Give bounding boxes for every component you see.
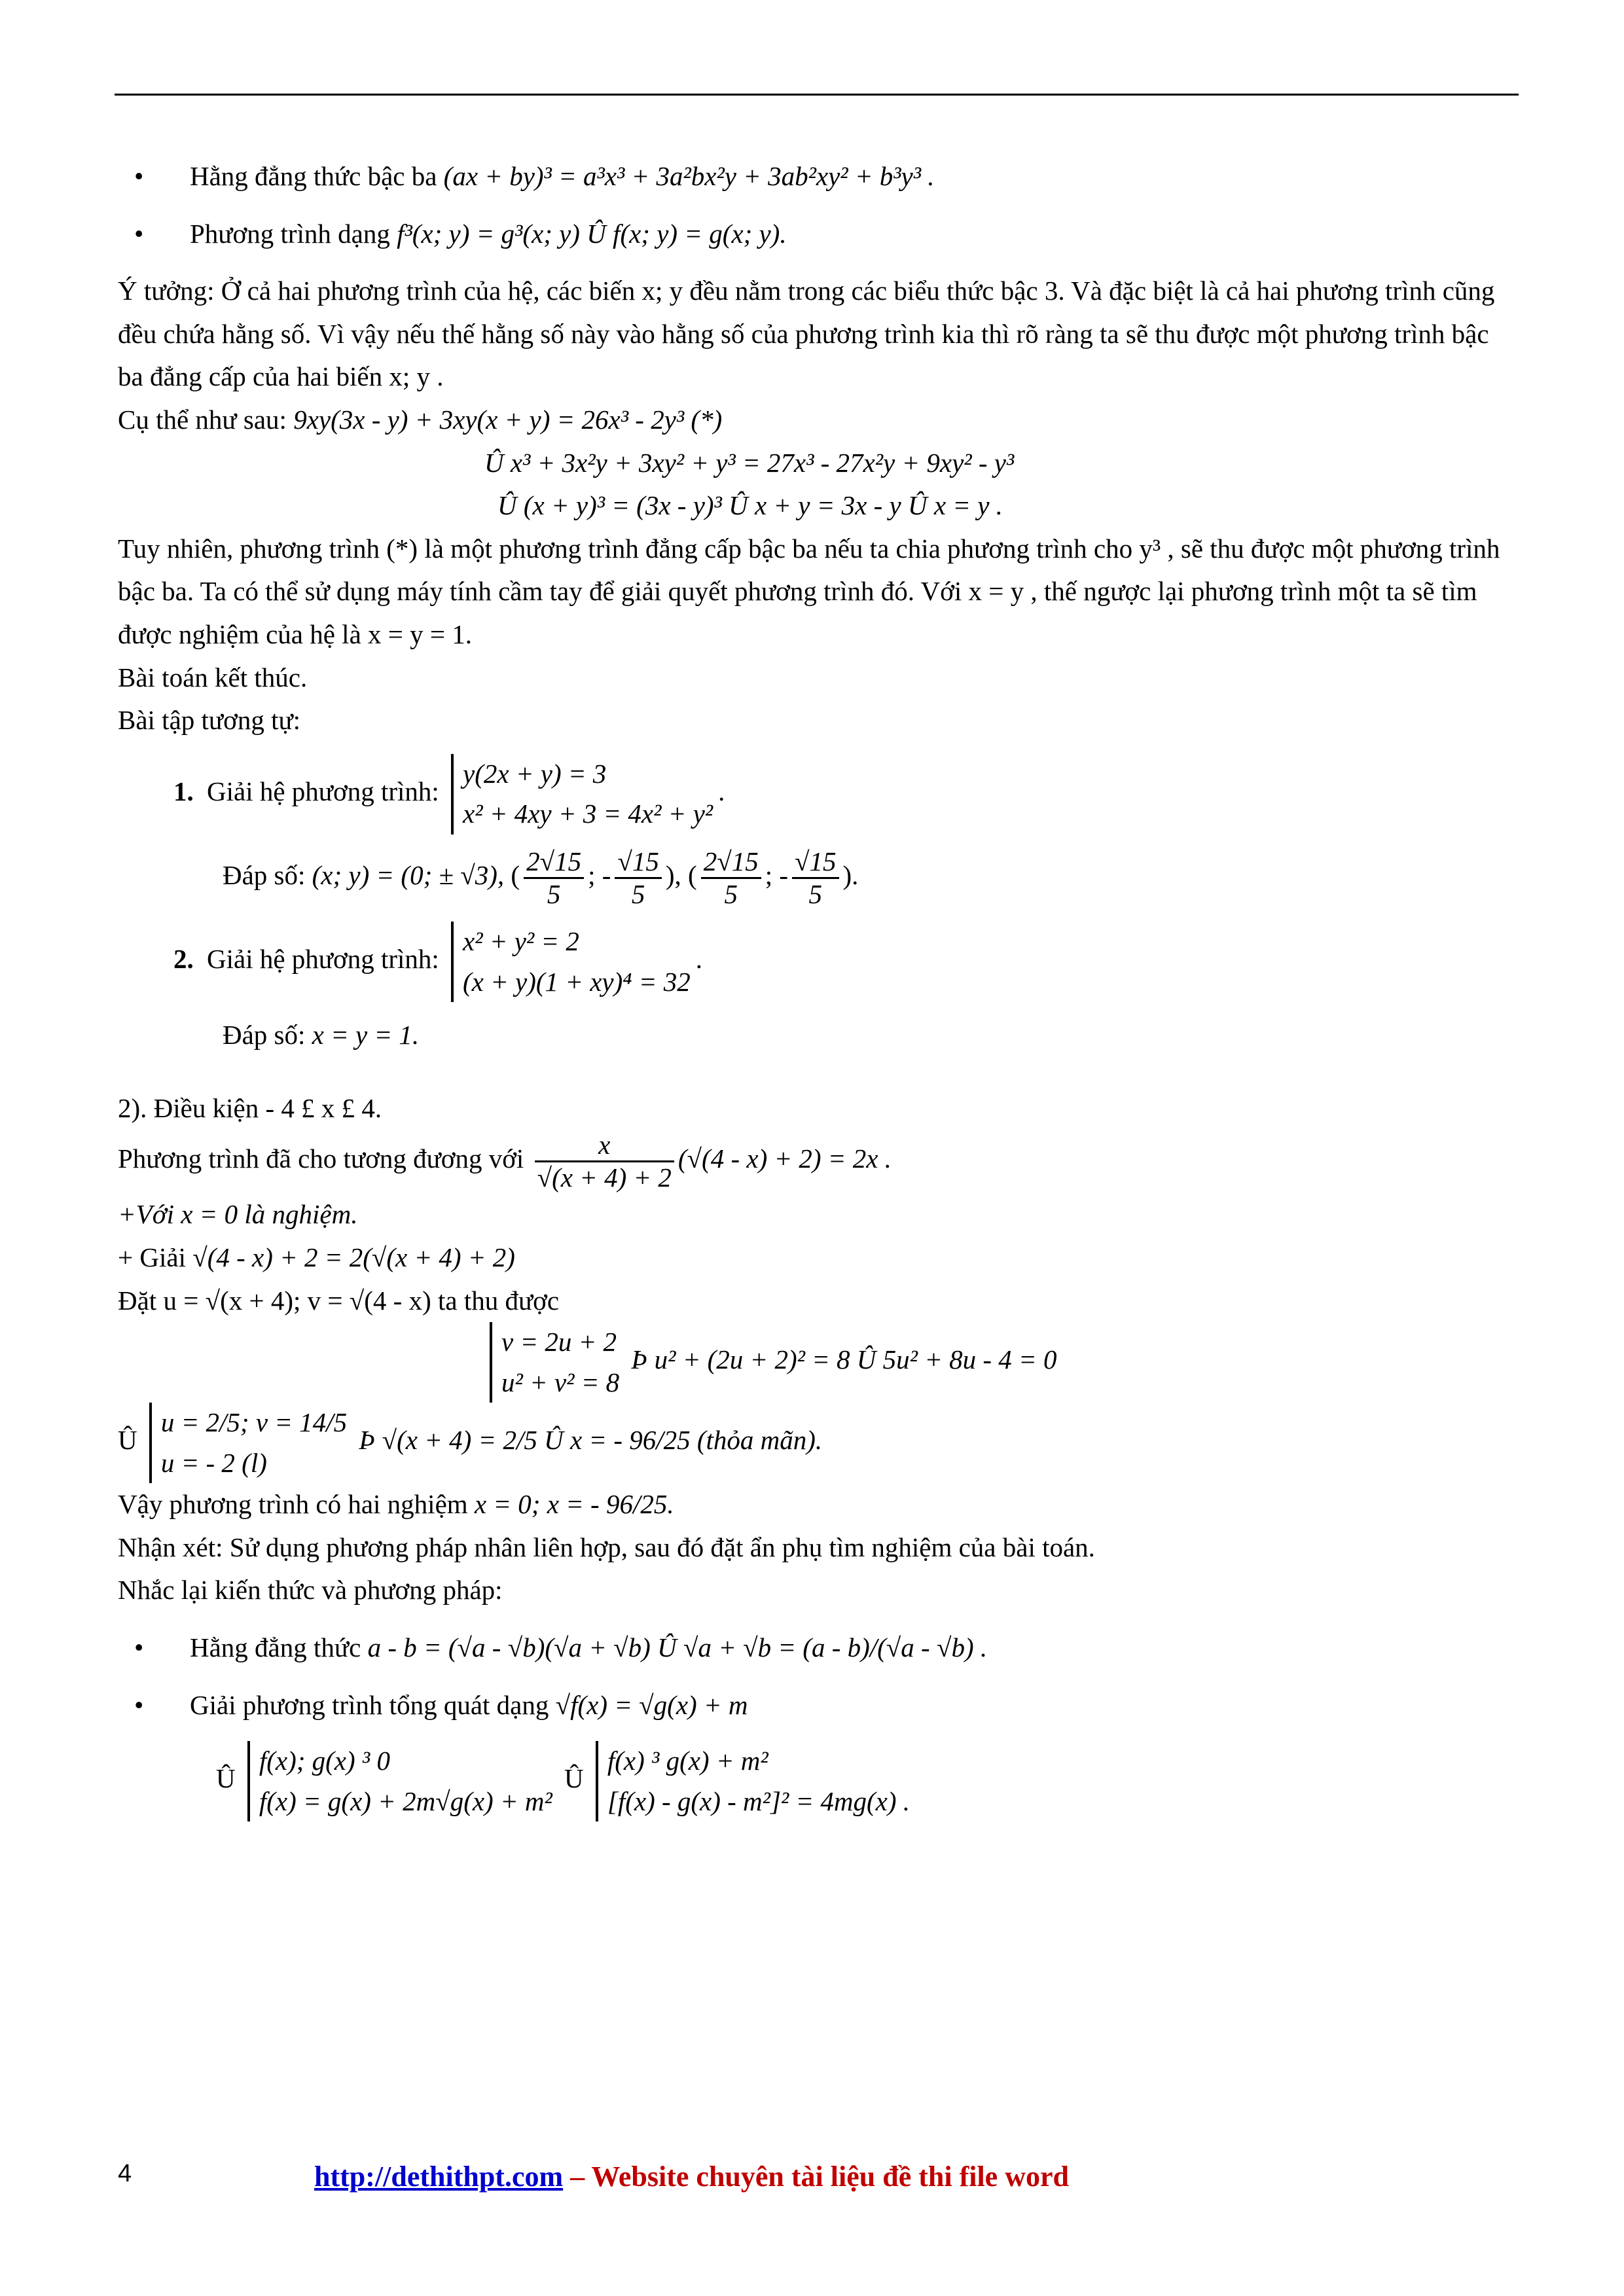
exercise-2: 2. Giải hệ phương trình: x² + y² = 2 (x + y)(1 + xy)⁴ = 32. (173, 922, 1519, 1002)
bullet-equation-form: • Phương trình dạng f³(x; y) = g³(x; y) Û f(x; y) = g(x; y). (134, 213, 1519, 256)
remark-line: Nhận xét: Sử dụng phương pháp nhân liên hợp, sau đó đặt ẩn phụ tìm nghiệm của bài toán. (118, 1532, 1095, 1562)
substitution-line: Đặt u = √(x + 4); v = √(4 - x) ta thu được (118, 1285, 560, 1316)
recall-line: Nhắc lại kiến thức và phương pháp: (118, 1575, 503, 1605)
bullet-general-equation: • Giải phương trình tổng quát dạng √f(x) = √g(x) + m (134, 1684, 1519, 1727)
page-number: 4 (118, 2160, 132, 2187)
formula: a - b = (√a - √b)(√a + √b) Û √a + √b = (a - b)/(√a - √b) . (367, 1632, 988, 1663)
however-paragraph: Tuy nhiên, phương trình (*) là một phương trình đẳng cấp bậc ba nếu ta chia phương trình cho y³ , sẽ thu được một phương trình bậc ba. Ta có thể sử dụng máy tính cầm tay để giải quyết phương trình đó. Với x = y , thế ngược lại phương trình một ta sẽ tìm được nghiệm của hệ là x = y = 1. (118, 533, 1500, 649)
exercise-1: 1. Giải hệ phương trình: y(2x + y) = 3 x² + 4xy + 3 = 4x² + y². (173, 754, 1519, 834)
specific-line: Cụ thể như sau: 9xy(3x - y) + 3xy(x + y) = 26x³ - 2y³ (*) (118, 404, 723, 435)
bullet-cubic-identity: • Hằng đẳng thức bậc ba (ax + by)³ = a³x³ + 3a²bx²y + 3ab²xy² + b³y³ . (134, 155, 1519, 198)
footer-link[interactable]: http://dethithpt.com (314, 2161, 564, 2193)
result-line: Û u = 2/5; v = 14/5 u = - 2 (l) Þ √(x + 4) = 2/5 Û x = - 96/25 (thỏa mãn). (118, 1403, 1519, 1483)
fraction: $\frac{2√15}{5}$ (524, 846, 584, 910)
footer-text: http://dethithpt.com – Website chuyên tài liệu đề thi file word (314, 2161, 1069, 2193)
equation-system: f(x); g(x) ³ 0 f(x) = g(x) + 2m√g(x) + m² (247, 1741, 552, 1821)
similar-heading: Bài tập tương tự: (118, 705, 301, 736)
formula: √f(x) = √g(x) + m (555, 1689, 748, 1720)
equation-line: Û (x + y)³ = (3x - y)³ Û x + y = 3x - y Û x = y . (497, 490, 1003, 521)
fraction: $\frac{2√15}{5}$ (701, 846, 761, 910)
exercise-1-answer: Đáp số: (x; y) = (0; ± √3), ( $\frac{2√15}{5}$ ; - $\frac{√15}{5}$ ), ( $\frac{2√15}{5}$ ; - $\frac{√15}{5}$ ). (223, 846, 859, 909)
fraction: $\frac{√15}{5}$ (615, 846, 662, 910)
final-equivalence: Û f(x); g(x) ³ 0 f(x) = g(x) + 2m√g(x) + m² Û f(x) ³ g(x) + m² [f(x) - g(x) - m²]² = 4mg(x) . (118, 1741, 1519, 1821)
idea-paragraph: Ý tưởng: Ở cả hai phương trình của hệ, các biến x; y đều nằm trong các biểu thức bậc 3. Và đặc biệt là cả hai phương trình cũng đều chứa hằng số. Vì vậy nếu thế hằng số này vào hằng số của phương trình kia thì rõ ràng ta sẽ thu được một phương trình bậc ba đẳng cấp của hai biến x; y . (118, 276, 1495, 392)
formula: f³(x; y) = g³(x; y) Û f(x; y) = g(x; y). (397, 218, 787, 249)
exercise-2-answer: Đáp số: x = y = 1. (223, 1020, 420, 1050)
equation-system: y(2x + y) = 3 x² + 4xy + 3 = 4x² + y² (451, 754, 713, 834)
fraction: $\frac{x}{√(x + 4) + 2}$ (535, 1130, 674, 1193)
header-rule (115, 94, 1519, 96)
equation-system: v = 2u + 2 u² + v² = 8 (490, 1322, 619, 1403)
equation-system: f(x) ³ g(x) + m² [f(x) - g(x) - m²]² = 4mg(x) . (596, 1741, 910, 1821)
formula: (ax + by)³ = a³x³ + 3a²bx²y + 3ab²xy² + b³y³ . (443, 161, 935, 191)
page-content (118, 141, 1519, 1821)
solve-line: + Giải √(4 - x) + 2 = 2(√(x + 4) + 2) (118, 1242, 515, 1273)
finished-text: Bài toán kết thúc. (118, 662, 308, 692)
equivalent-line: Phương trình đã cho tương đương với $\frac{x}{√(x + 4) + 2}$ (√(4 - x) + 2) = 2x . (118, 1130, 892, 1193)
fraction: $\frac{√15}{5}$ (792, 846, 839, 910)
substitution-system: v = 2u + 2 u² + v² = 8 Þ u² + (2u + 2)² = 8 Û 5u² + 8u - 4 = 0 (118, 1322, 1519, 1403)
conclusion-line: Vậy phương trình có hai nghiệm x = 0; x = - 96/25. (118, 1489, 674, 1520)
bullet-conjugate-identity: • Hằng đẳng thức a - b = (√a - √b)(√a + √b) Û √a + √b = (a - b)/(√a - √b) . (134, 1626, 1519, 1670)
condition-line: 2). Điều kiện - 4 £ x £ 4. (118, 1092, 382, 1123)
equation-system: u = 2/5; v = 14/5 u = - 2 (l) (149, 1403, 347, 1483)
equation-system: x² + y² = 2 (x + y)(1 + xy)⁴ = 32 (451, 922, 691, 1002)
equation-line: Û x³ + 3x²y + 3xy² + y³ = 27x³ - 27x²y + 9xy² - y³ (484, 447, 1015, 478)
case-zero: +Với x = 0 là nghiệm. (118, 1199, 358, 1230)
